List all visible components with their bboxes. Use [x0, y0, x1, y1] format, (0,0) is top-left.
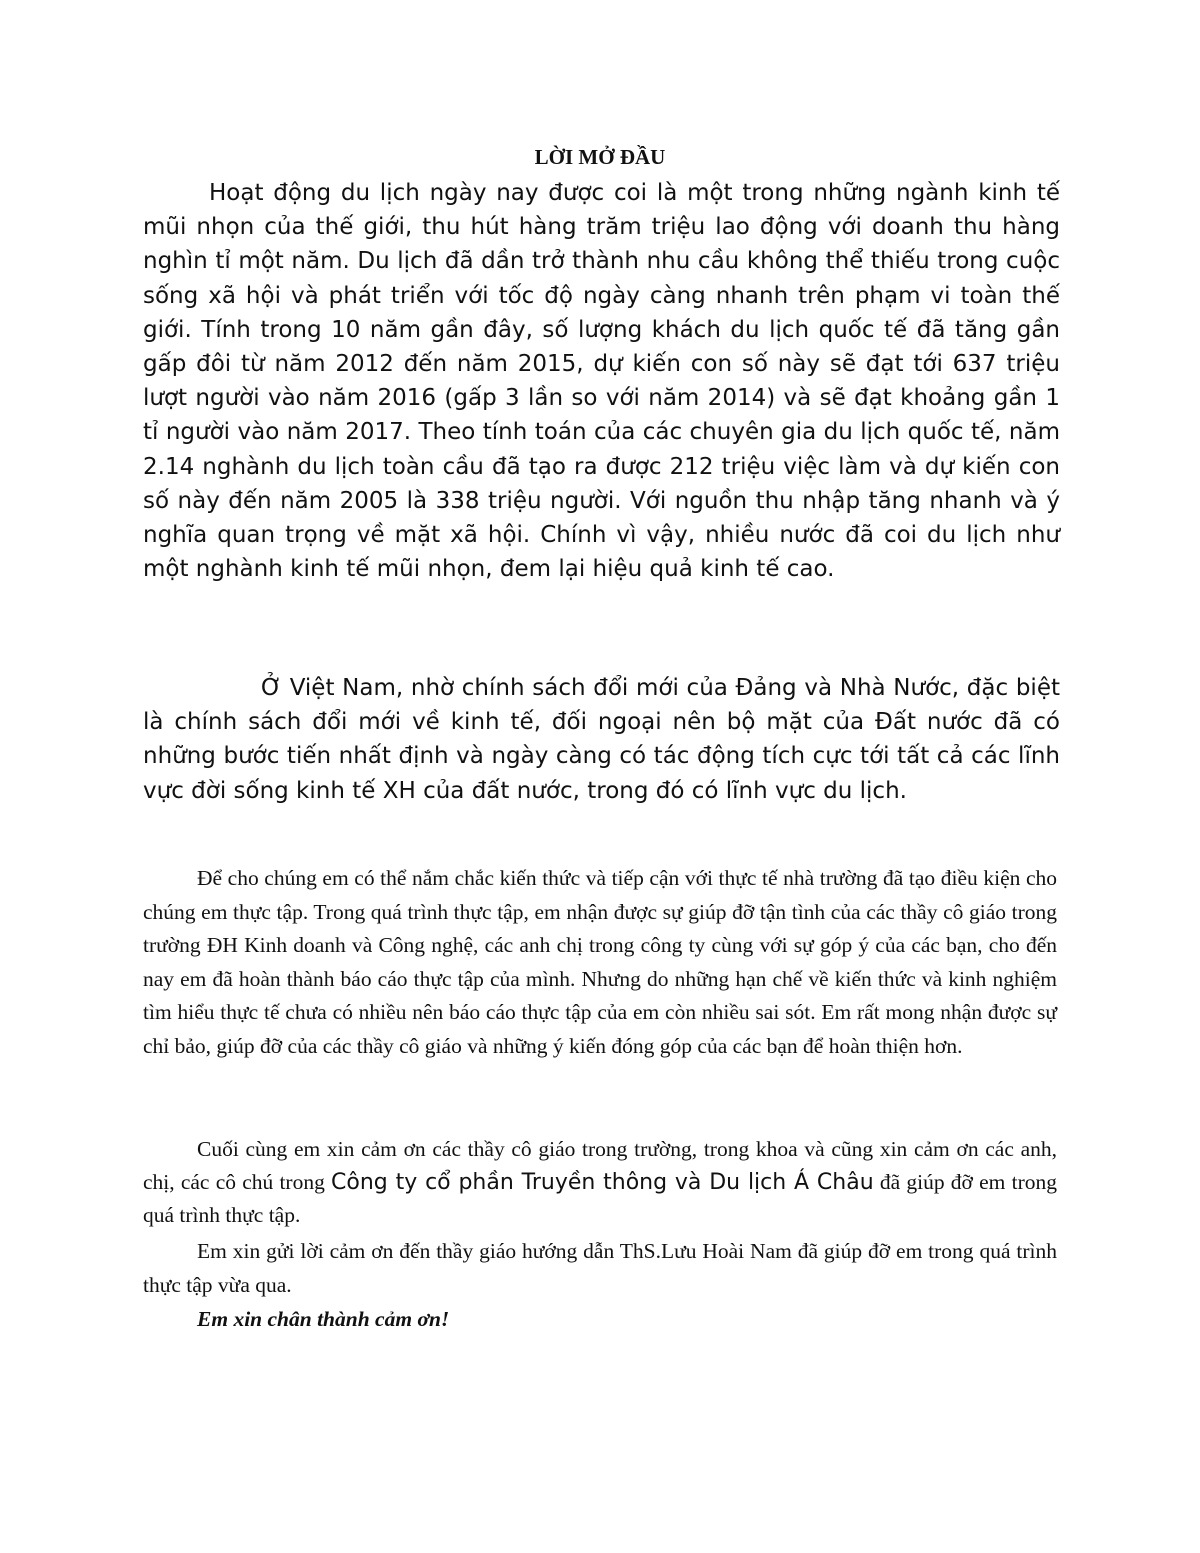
closing-line: Em xin chân thành cảm ơn! [197, 1307, 450, 1331]
paragraph-thanks-company [143, 1133, 1057, 1232]
paragraph-internship: Để cho chúng em có thể nắm chắc kiến thức và tiếp cận với thực tế nhà trường đã tạo điều kiện cho chúng em thực tập. Trong quá trình thực tập, em nhận được sự giúp đỡ tận tình của các thầy cô giáo trong trường ĐH Kinh doanh và Công nghệ, các anh chị trong công ty cùng với sự góp ý của các bạn, cho đến nay em đã hoàn thành báo cáo thực tập của mình. Nhưng do những hạn chế về kiến thức và kinh nghiệm tìm hiểu thực tế chưa có nhiều nên báo cáo thực tập của em còn nhiều sai sót. Em rất mong nhận được sự chỉ bảo, giúp đỡ của các thầy cô giáo và những ý kiến đóng góp của các bạn để hoàn thiện hơn. [143, 866, 1057, 1058]
thanks-company-text-start: Cuối cùng em xin cảm ơn các thầy cô giáo trong trường, trong khoa và cũng xin cảm ơn các anh, chị, các cô chú trong [143, 1137, 1057, 1194]
document-title: LỜI MỞ ĐẦU [534, 145, 666, 169]
paragraph-vietnam: Ở Việt Nam, nhờ chính sách đổi mới của Đảng và Nhà Nước, đặc biệt là chính sách đổi mới về kinh tế, đối ngoại nên bộ mặt của Đất nước đã có những bước tiến nhất định và ngày càng có tác động tích cực tới tất cả các lĩnh vực đời sống kinh tế XH của đất nước, trong đó có lĩnh vực du lịch. [143, 675, 1060, 804]
thanks-company-text-end: đã giúp đỡ em trong quá trình thực tập. [143, 1170, 1057, 1227]
company-name: Công ty cổ phần Truyền thông và Du lịch Á Châu [331, 1170, 874, 1195]
paragraph-thanks-advisor: Em xin gửi lời cảm ơn đến thầy giáo hướng dẫn ThS.Lưu Hoài Nam đã giúp đỡ em trong quá trình thực tập vừa qua. [143, 1239, 1057, 1297]
paragraph-intro: Hoạt động du lịch ngày nay được coi là một trong những ngành kinh tế mũi nhọn của thế giới, thu hút hàng trăm triệu lao động với doanh thu hàng nghìn tỉ một năm. Du lịch đã dần trở thành nhu cầu không thể thiếu trong cuộc sống xã hội và phát triển với tốc độ ngày càng nhanh trên phạm vi toàn thế giới. Tính trong 10 năm gần đây, số lượng khách du lịch quốc tế đã tăng gần gấp đôi từ năm 2012 đến năm 2015, dự kiến con số này sẽ đạt tới 637 triệu lượt người vào năm 2016 (gấp 3 lần so với năm 2014) và sẽ đạt khoảng gần 1 tỉ người vào năm 2017. Theo tính toán của các chuyên gia du lịch quốc tế, năm 2.14 nghành du lịch toàn cầu đã tạo ra được 212 triệu việc làm và dự kiến con số này đến năm 2005 là 338 triệu người. Với nguồn thu nhập tăng nhanh và ý nghĩa quan trọng về mặt xã hội. Chính vì vậy, nhiều nước đã coi du lịch như một nghành kinh tế mũi nhọn, đem lại hiệu quả kinh tế cao. [143, 180, 1060, 583]
